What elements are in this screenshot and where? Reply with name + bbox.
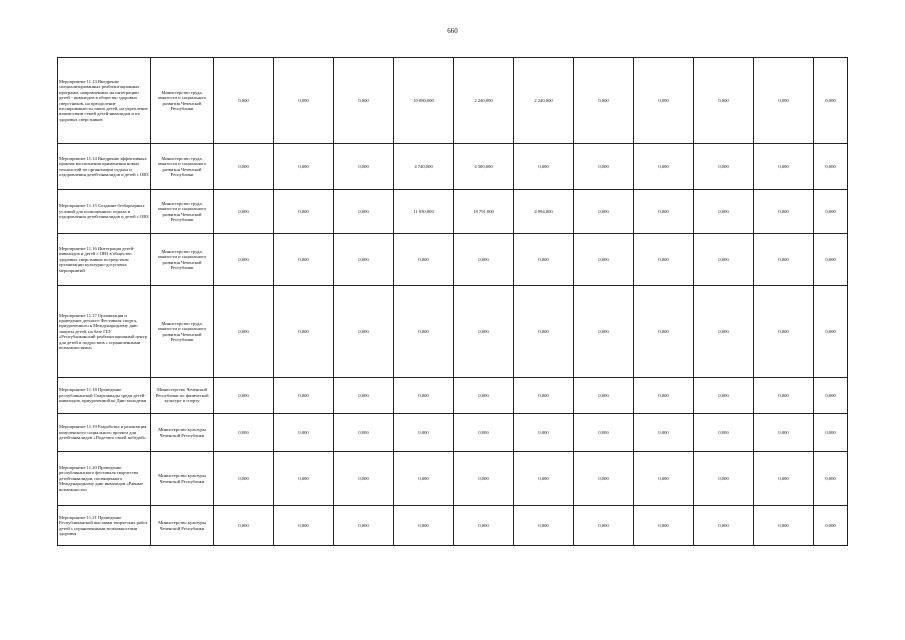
value-cell: 0,000	[274, 58, 334, 144]
measure-cell: Мероприятие 11.13 Внедрение специализированных реабилитационных программ, направленных на интеграцию детей - инвалидов в общество здоровых сверстников, на преодоление изолированности таких детей, на укрепление взаимосвязи семей детей-инвалидов и их здоровых сверстников	[58, 58, 151, 144]
value-cell: 0,000	[574, 452, 634, 506]
value-cell: 0,000	[694, 414, 754, 452]
value-cell: 0,000	[214, 414, 274, 452]
table-row	[58, 58, 848, 144]
value-cell: 0,000	[694, 144, 754, 190]
value-cell: 0,000	[634, 452, 694, 506]
value-cell: 0,000	[394, 506, 454, 546]
value-cell: 0,000	[394, 378, 454, 414]
value-cell: 0,000	[754, 144, 814, 190]
value-cell: 0,000	[574, 378, 634, 414]
value-cell: 0,000	[754, 452, 814, 506]
value-cell: 0,000	[334, 414, 394, 452]
value-cell: 4 500,000	[454, 144, 514, 190]
value-cell: 0,000	[814, 286, 848, 378]
value-cell: 0,000	[634, 378, 694, 414]
value-cell: 0,000	[514, 414, 574, 452]
value-cell: 0,000	[274, 286, 334, 378]
value-cell: 0,000	[694, 506, 754, 546]
value-cell: 4 740,000	[394, 144, 454, 190]
value-cell: 0,000	[454, 378, 514, 414]
value-cell: 0,000	[334, 144, 394, 190]
value-cell: 0,000	[394, 234, 454, 286]
value-cell: 0,000	[334, 286, 394, 378]
measure-cell: Мероприятие 11.15 Создание безбарьерных условий для полноценного отдыха и оздоровления детей-инвалидов и детей с ОВЗ	[58, 190, 151, 234]
value-cell: 0,000	[334, 452, 394, 506]
value-cell: 0,000	[634, 190, 694, 234]
value-cell: 0,000	[574, 58, 634, 144]
value-cell: 0,000	[394, 452, 454, 506]
page-number: 660	[447, 27, 458, 35]
value-cell: 0,000	[514, 378, 574, 414]
measure-cell: Мероприятие 11.17 Организация и проведение детского Фестиваля спорта, приуроченного к Международному дню защиты детей, на базе ГБУ «Республиканский реабилитационный центр для детей и подростков с ограниченными возможностями»	[58, 286, 151, 378]
executor-cell: Министерство культуры Чеченской Республики	[151, 506, 214, 546]
value-cell: 0,000	[694, 190, 754, 234]
value-cell: 0,000	[694, 378, 754, 414]
value-cell: 0,000	[214, 58, 274, 144]
value-cell: 0,000	[214, 506, 274, 546]
measure-cell: Мероприятие 11.20 Проведение республиканского фестиваля творчества детей-инвалидов, посвященного Международному дню инвалидов «Равные возможности»	[58, 452, 151, 506]
value-cell: 4 094,000	[514, 190, 574, 234]
value-cell: 0,000	[574, 286, 634, 378]
value-cell: 0,000	[334, 506, 394, 546]
measure-cell: Мероприятие 11.14 Внедрение эффективных практик восполнения применения новых технологий по организации отдыха и оздоровления детей-инвалидов и детей с ОВЗ	[58, 144, 151, 190]
measure-cell: Мероприятие 11.21 Проведение Республиканской выставки творческих работ детей с ограниченными возможностями здоровья	[58, 506, 151, 546]
value-cell: 0,000	[334, 234, 394, 286]
value-cell: 0,000	[214, 144, 274, 190]
value-cell: 0,000	[214, 190, 274, 234]
executor-cell: Министерство труда, занятости и социального развития Чеченской Республики	[151, 144, 214, 190]
executor-cell: Министерство труда, занятости и социального развития Чеченской Республики	[151, 58, 214, 144]
value-cell: 0,000	[334, 190, 394, 234]
value-cell: 0,000	[574, 190, 634, 234]
value-cell: 0,000	[334, 58, 394, 144]
value-cell: 0,000	[574, 234, 634, 286]
value-cell: 0,000	[274, 506, 334, 546]
value-cell: 11 830,000	[394, 190, 454, 234]
value-cell: 0,000	[754, 190, 814, 234]
executor-cell: Министерство Чеченской Республики по физической культуре и спорту	[151, 378, 214, 414]
value-cell: 0,000	[754, 506, 814, 546]
table-row	[58, 144, 848, 190]
value-cell: 0,000	[754, 286, 814, 378]
value-cell: 0,000	[694, 234, 754, 286]
value-cell: 0,000	[394, 286, 454, 378]
executor-cell: Министерство труда, занятости и социального развития Чеченской Республики	[151, 234, 214, 286]
value-cell: 2 240,000	[514, 58, 574, 144]
executor-cell: Министерство труда, занятости и социального развития Чеченской Республики	[151, 286, 214, 378]
value-cell: 0,000	[514, 144, 574, 190]
value-cell: 18 791,000	[454, 190, 514, 234]
value-cell: 0,000	[694, 286, 754, 378]
executor-cell: Министерство культуры Чеченской Республики	[151, 414, 214, 452]
value-cell: 0,000	[814, 190, 848, 234]
value-cell: 0,000	[754, 378, 814, 414]
value-cell: 0,000	[754, 234, 814, 286]
measure-cell: Мероприятие 11.16 Интеграция детей-инвалидов и детей с ОВЗ в общество здоровых сверстников посредством организации культурно-досуговых мероприятий	[58, 234, 151, 286]
table-row	[58, 414, 848, 452]
table-row	[58, 378, 848, 414]
value-cell: 0,000	[274, 452, 334, 506]
value-cell: 0,000	[274, 414, 334, 452]
value-cell: 2 240,000	[454, 58, 514, 144]
value-cell: 0,000	[574, 414, 634, 452]
value-cell: 0,000	[814, 506, 848, 546]
value-cell: 0,000	[394, 414, 454, 452]
value-cell: 0,000	[514, 506, 574, 546]
value-cell: 0,000	[454, 286, 514, 378]
value-cell: 0,000	[634, 144, 694, 190]
value-cell: 0,000	[754, 58, 814, 144]
table-row	[58, 234, 848, 286]
value-cell: 0,000	[574, 144, 634, 190]
value-cell: 0,000	[814, 144, 848, 190]
value-cell: 0,000	[274, 190, 334, 234]
value-cell: 0,000	[454, 234, 514, 286]
table-row	[58, 452, 848, 506]
value-cell: 0,000	[814, 452, 848, 506]
value-cell: 0,000	[514, 286, 574, 378]
value-cell: 0,000	[514, 452, 574, 506]
value-cell: 0,000	[574, 506, 634, 546]
table-row	[58, 506, 848, 546]
value-cell: 0,000	[274, 234, 334, 286]
measure-cell: Мероприятие 11.18 Проведение республиканской Спартакиады среди детей-инвалидов, приуроченной ко Дню молодежи	[58, 378, 151, 414]
value-cell: 0,000	[754, 414, 814, 452]
value-cell: 0,000	[274, 378, 334, 414]
value-cell: 0,000	[634, 414, 694, 452]
value-cell: 0,000	[694, 452, 754, 506]
executor-cell: Министерство труда, занятости и социального развития Чеченской Республики	[151, 190, 214, 234]
value-cell: 0,000	[214, 378, 274, 414]
value-cell: 0,000	[814, 414, 848, 452]
measure-cell: Мероприятие 11.19 Разработка и реализация комплексного социального проекта для детей-инвалидов «Поделись своей победой»	[58, 414, 151, 452]
value-cell: 0,000	[634, 506, 694, 546]
value-cell: 0,000	[214, 286, 274, 378]
value-cell: 0,000	[454, 506, 514, 546]
value-cell: 0,000	[454, 452, 514, 506]
table-row	[58, 286, 848, 378]
value-cell: 0,000	[814, 58, 848, 144]
value-cell: 0,000	[214, 452, 274, 506]
value-cell: 0,000	[454, 414, 514, 452]
value-cell: 0,000	[214, 234, 274, 286]
value-cell: 0,000	[634, 286, 694, 378]
value-cell: 0,000	[514, 234, 574, 286]
value-cell: 10 080,000	[394, 58, 454, 144]
value-cell: 0,000	[634, 234, 694, 286]
value-cell: 0,000	[694, 58, 754, 144]
budget-table	[57, 57, 848, 546]
value-cell: 0,000	[814, 234, 848, 286]
executor-cell: Министерство культуры Чеченской Республики	[151, 452, 214, 506]
value-cell: 0,000	[334, 378, 394, 414]
value-cell: 0,000	[814, 378, 848, 414]
value-cell: 0,000	[634, 58, 694, 144]
value-cell: 0,000	[274, 144, 334, 190]
table-row	[58, 190, 848, 234]
